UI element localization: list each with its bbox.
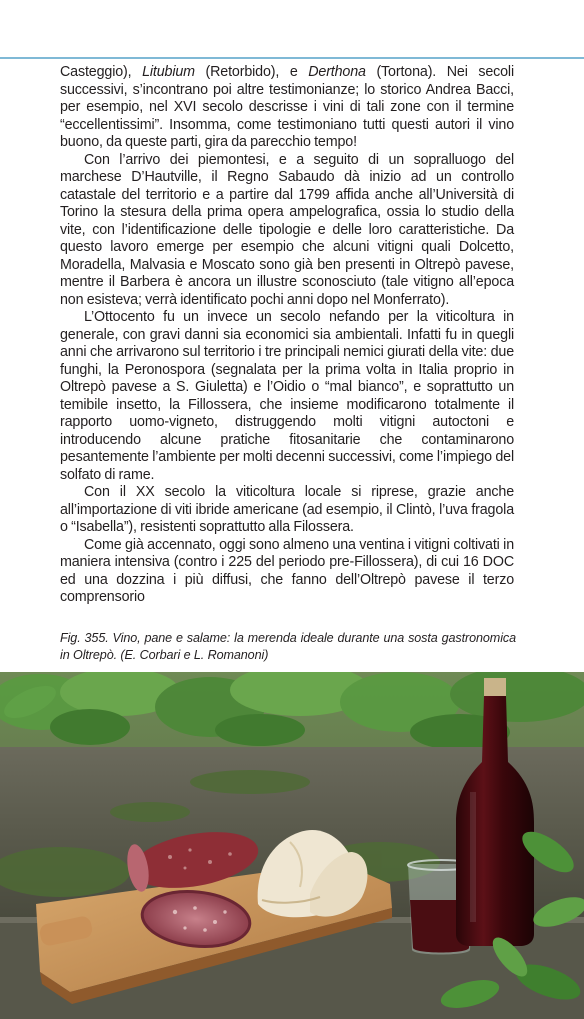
header-rule xyxy=(0,57,584,59)
text-run: Con l’arrivo dei piemontesi, e a seguito di un sopralluogo del marchese D’Hautville, il Regno Sabaudo dà inizio ad un controllo catastale del territorio e a partire dal 1799 affida anche all’Università di Torino la stesura della prima opera ampelografica, ossia lo studio della vite, con l’identificazione delle tipologie e delle loro caratteristiche. Da questo lavoro emerge per esempio che alcuni vitigni quali Dolcetto, Moradella, Malvasia e Moscato sono già ben presenti in Oltrepò pavese, mentre il Barbera è ancora un illustre sconosciuto (tale vitigno all’epoca non esisteva; verrà identificato pochi anni dopo nel Monferrato). xyxy=(60,151,514,308)
photo-wine-bread-salame xyxy=(0,672,584,1019)
body-paragraph xyxy=(60,152,514,310)
text-run: Con il XX secolo la viticoltura locale si riprese, grazie anche all’importazione di viti ibride americane (ad esempio, il Clintò, l’uva fragola o “Isabella”), resistenti soprattutto alla Filossera. xyxy=(60,484,514,535)
text-run: Come già accennato, oggi sono almeno una ventina i vitigni coltivati in maniera intensiva (contro i 225 del periodo pre-Fillossera), di cui 16 DOC ed una dozzina i più diffusi, che fanno dell’Oltrepò pavese il terzo comprensorio xyxy=(60,536,514,605)
body-paragraph xyxy=(60,309,514,484)
text-run: Casteggio), xyxy=(60,64,143,80)
body-paragraph xyxy=(60,64,514,152)
body-paragraph xyxy=(60,537,514,607)
italic-term: Litubium xyxy=(142,64,195,80)
text-run: L’Ottocento fu un invece un secolo nefando per la viticoltura in generale, con gravi danni sia economici sia ambientali. Infatti fu in quegli anni che arrivarono sul territorio i tre principali nemici giurati della vite: due funghi, la Peronospora (segnalata per la prima volta in Italia proprio in Oltrepò pavese a S. Giuletta) e l’Oidio o “mal bianco”, e soprattutto un temibile insetto, la Fillossera, che insieme modificarono totalmente il rapporto uomo-vigneto, distruggendo molti vitigni autoctoni e introducendo alcune pratiche fitosanitarie che contaminarono pesantemente l’ambiente per molti decenni successivi, come l’impiego del solfato di rame. xyxy=(60,309,514,483)
text-run: (Retorbido), e xyxy=(194,64,309,80)
italic-term: Derthona xyxy=(308,64,366,80)
body-paragraph xyxy=(60,484,514,537)
body-text xyxy=(60,64,514,607)
figure-caption: Fig. 355. Vino, pane e salame: la merenda ideale durante una sosta gastronomica in Oltrepò. (E. Corbari e L. Romanoni) xyxy=(60,631,516,662)
text-run: (Tortona). Nei secoli successivi, s’incontrano poi altre testimonianze; lo storico Andrea Bacci, per esempio, nel XVI secolo descrisse i vini di tali zone con il termine “eccellentissimi”. Insomma, come testimoniano tutti questi autori il vino buono, da queste parti, gira da parecchio tempo! xyxy=(60,64,514,150)
